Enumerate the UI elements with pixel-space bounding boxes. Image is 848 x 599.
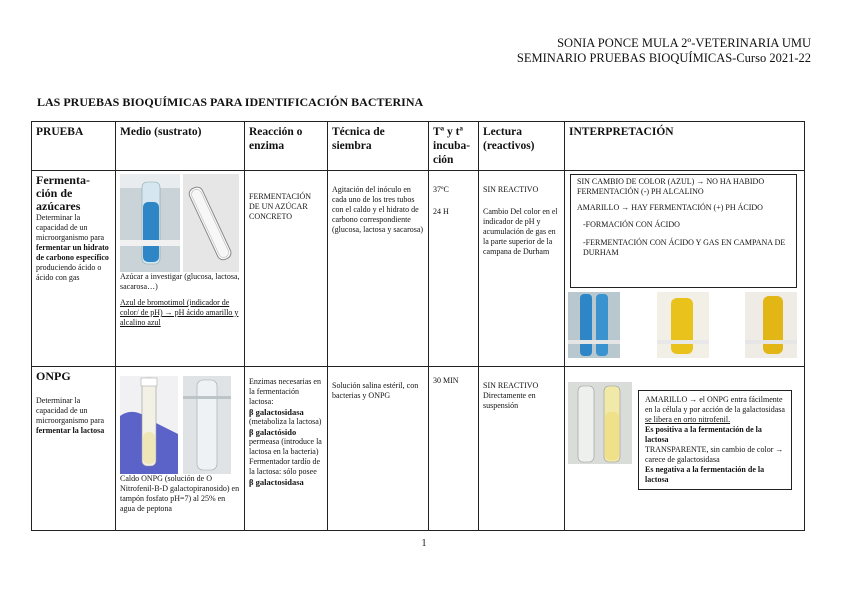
interpretacion-cell <box>565 171 805 367</box>
result-yellow-tube <box>657 292 709 358</box>
interp-transparente: TRANSPARENTE, sin cambio de color → carece de galactosidasa <box>645 445 784 464</box>
row-description: Determinar la capacidad de un microorganismo para fermentar un hidrato de carbono específico produciendo ácido o ácido con gas <box>36 213 109 282</box>
reaccion-text: FERMENTACIÓN DE UN AZÚCAR CONCRETO <box>249 192 312 221</box>
prueba-cell <box>32 171 116 367</box>
lectura-text: Cambio Del color en el indicador de pH y acumulación de gas en la parte superior de la campana de Durham <box>483 207 558 256</box>
lectura-reactivo: SIN REACTIVO <box>483 381 539 390</box>
page-number: 1 <box>421 538 427 549</box>
col-reaccion: Reacción o enzima <box>245 122 328 171</box>
medio-azucar: Azúcar a investigar (glucosa, lactosa, sacarosa…) <box>120 272 240 291</box>
tecnica-cell <box>328 367 429 531</box>
header-author: SONIA PONCE MULA 2º-VETERINARIA UMU <box>557 36 811 50</box>
onpg-interpretation-box <box>638 390 792 490</box>
document-title: LAS PRUEBAS BIOQUÍMICAS PARA IDENTIFICACIÓN BACTERINA <box>37 95 424 109</box>
result-blue-tube <box>568 292 620 358</box>
interpretacion-cell <box>565 367 805 531</box>
reaccion-galactosidasa-2: β galactosidasa <box>249 477 304 487</box>
lectura-text: Directamente en suspensión <box>483 391 536 410</box>
result-yellow-gas-tube <box>745 292 797 358</box>
time-text: 24 H <box>433 207 449 216</box>
interp-acido: -FORMACIÓN CON ÁCIDO <box>583 220 680 229</box>
table-row <box>32 367 805 531</box>
interpretation-box <box>570 174 797 288</box>
medio-onpg: Caldo ONPG (solución de O Nitrofenil-B-D galactopiranosido) en tampón fosfato pH=7) al 25% en agua de peptona <box>120 474 240 513</box>
col-interpretacion: INTERPRETACIÓN <box>565 122 805 171</box>
interp-fermentacion: AMARILLO → HAY FERMENTACIÓN (+) PH ÁCIDO <box>577 203 763 212</box>
biochem-table <box>31 121 805 531</box>
medio-indicador: Azul de bromotimol (indicador de color/ de pH) → pH ácido amarillo y alcalino azul <box>120 298 239 327</box>
header-course: SEMINARIO PRUEBAS BIOQUÍMICAS-Curso 2021-22 <box>516 51 811 65</box>
medio-cell <box>116 171 245 367</box>
onpg-result-photo <box>568 382 632 464</box>
row-description: Determinar la capacidad de un microorganismo para fermentar la lactosa <box>36 396 105 435</box>
temp-text: 30 MIN <box>433 376 459 385</box>
tecnica-text: Agitación del inóculo en cada uno de los tres tubos con el caldo y el hidrato de carbono correspondiente (glucosa, lactosa y sacarosa) <box>332 185 424 234</box>
table-header-row <box>32 122 805 171</box>
row-title: ONPG <box>36 369 71 383</box>
reaccion-enzimas: Enzimas necesarias en la fermentación lactosa: <box>249 377 321 406</box>
col-lectura: Lectura (reactivos) <box>479 122 565 171</box>
lectura-reactivo: SIN REACTIVO <box>483 185 539 194</box>
interp-negativa: Es negativa a la fermentación de la lactosa <box>645 465 765 484</box>
col-medio: Medio (sustrato) <box>116 122 245 171</box>
prueba-cell <box>32 367 116 531</box>
reaccion-metaboliza: (metaboliza la lactosa) <box>249 417 322 426</box>
reaccion-galactosidasa: β galactosidasa <box>249 407 304 417</box>
reaccion-tardio: Fermentador tardío de la lactosa: sólo posee <box>249 457 321 476</box>
table-row <box>32 171 805 367</box>
blue-tube-photo <box>120 174 180 272</box>
onpg-tube-photo <box>183 376 231 474</box>
reaccion-cell <box>245 367 328 531</box>
temp-cell <box>429 171 479 367</box>
col-temp: Tª y tª incuba-ción <box>429 122 479 171</box>
lectura-cell <box>479 171 565 367</box>
interp-positiva: Es positiva a la fermentación de la lactosa <box>645 425 762 444</box>
tecnica-text: Solución salina estéril, con bacterias y ONPG <box>332 381 419 400</box>
durham-tube-photo <box>183 174 239 272</box>
row-title: Fermenta-ción de azúcares <box>36 173 90 213</box>
col-prueba: PRUEBA <box>32 122 116 171</box>
onpg-glove-photo <box>120 376 178 474</box>
interp-acido-gas: -FERMENTACIÓN CON ÁCIDO Y GAS EN CAMPANA DE DURHAM <box>583 238 786 257</box>
reaccion-galactosido: β galactósido <box>249 427 297 437</box>
temp-text: 37ºC <box>433 185 449 194</box>
medio-cell <box>116 367 245 531</box>
reaccion-permeasa: permeasa (introduce la lactosa en la bacteria) <box>249 437 322 456</box>
reaccion-cell <box>245 171 328 367</box>
lectura-cell <box>479 367 565 531</box>
page-header <box>517 36 811 66</box>
interp-no-fermentacion: SIN CAMBIO DE COLOR (AZUL) → NO HA HABIDO FERMENTACIÓN (-) PH ALCALINO <box>577 177 765 196</box>
col-tecnica: Técnica de siembra <box>328 122 429 171</box>
temp-cell <box>429 367 479 531</box>
tecnica-cell <box>328 171 429 367</box>
interp-amarillo: AMARILLO → el ONPG entra fácilmente en la célula y por acción de la galactosidasa se libera en orto nitrofenil. <box>645 395 785 424</box>
